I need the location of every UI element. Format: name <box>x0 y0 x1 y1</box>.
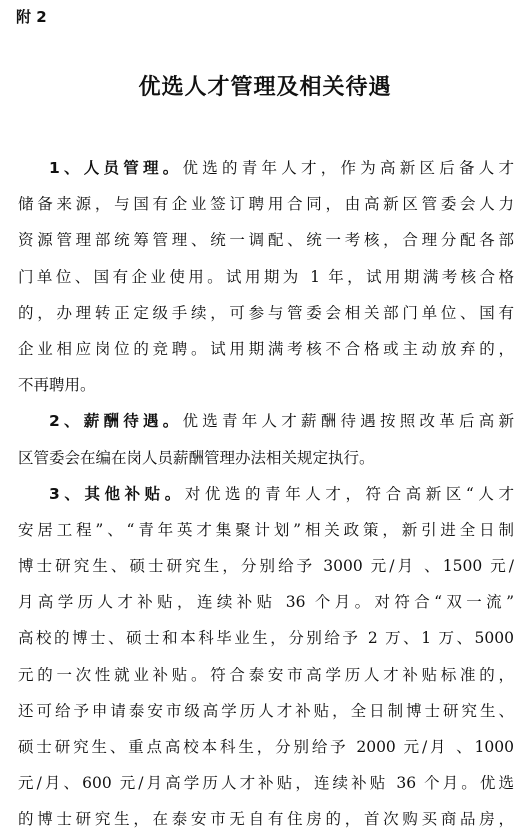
paragraph-3-line-1 <box>18 476 514 512</box>
document-body <box>18 150 514 838</box>
paragraph-1-line-2: 储备来源，与国有企业签订聘用合同，由高新区管委会人力 <box>18 195 514 214</box>
paragraph-1-line-6: 企业相应岗位的竞聘。试用期满考核不合格或主动放弃的， <box>18 339 514 358</box>
paragraph-3-line-9: 元/月、600 元/月高学历人才补贴，连续补贴 36 个月。优选 <box>18 774 514 793</box>
paragraph-2-line-2: 区管委会在编在岗人员薪酬管理办法相关规定执行。 <box>18 448 375 467</box>
paragraph-2-heading: 2、薪酬待遇。 <box>49 412 183 431</box>
paragraph-1-text: 优选的青年人才，作为高新区后备人才 <box>182 159 514 177</box>
paragraph-3-line-7: 还可给予申请泰安市级高学历人才补贴，全日制博士研究生、 <box>18 701 514 720</box>
paragraph-3-text: 对优选的青年人才，符合高新区“人才 <box>184 484 514 503</box>
paragraph-1-line-5: 的，办理转正定级手续，可参与管委会相关部门单位、国有 <box>18 303 514 322</box>
document-title: 优选人才管理及相关待遇 <box>138 75 392 100</box>
paragraph-2-text: 优选青年人才薪酬待遇按照改革后高新 <box>182 412 514 431</box>
paragraph-3-line-4: 月高学历人才补贴，连续补贴 36 个月。对符合“双一流” <box>18 593 514 612</box>
paragraph-3-line-2: 安居工程”、“青年英才集聚计划”相关政策，新引进全日制 <box>18 520 514 539</box>
paragraph-3-line-3: 博士研究生、硕士研究生，分别给予 3000 元/月 、1500 元/ <box>18 557 514 576</box>
paragraph-1-line-1 <box>18 150 514 186</box>
paragraph-3-heading: 3、其他补贴。 <box>49 484 185 503</box>
paragraph-1-line-3: 资源管理部统筹管理、统一调配、统一考核，合理分配各部 <box>18 231 514 250</box>
paragraph-1-line-7: 不再聘用。 <box>18 376 96 395</box>
paragraph-2-line-1 <box>18 403 514 439</box>
paragraph-1-heading: 1、人员管理。 <box>49 159 183 177</box>
paragraph-3-line-8: 硕士研究生、重点高校本科生，分别给予 2000 元/月 、1000 <box>18 738 514 756</box>
attachment-label: 附 2 <box>16 8 47 26</box>
paragraph-3-line-5: 高校的博士、硕士和本科毕业生，分别给予 2 万、1 万、5000 <box>18 629 514 648</box>
paragraph-3-line-10: 的博士研究生，在泰安市无自有住房的，首次购买商品房， <box>18 810 514 829</box>
paragraph-1-line-4: 门单位、国有企业使用。试用期为 1 年，试用期满考核合格 <box>18 267 514 286</box>
paragraph-3-line-6: 元的一次性就业补贴。符合泰安市高学历人才补贴标准的， <box>18 665 514 684</box>
